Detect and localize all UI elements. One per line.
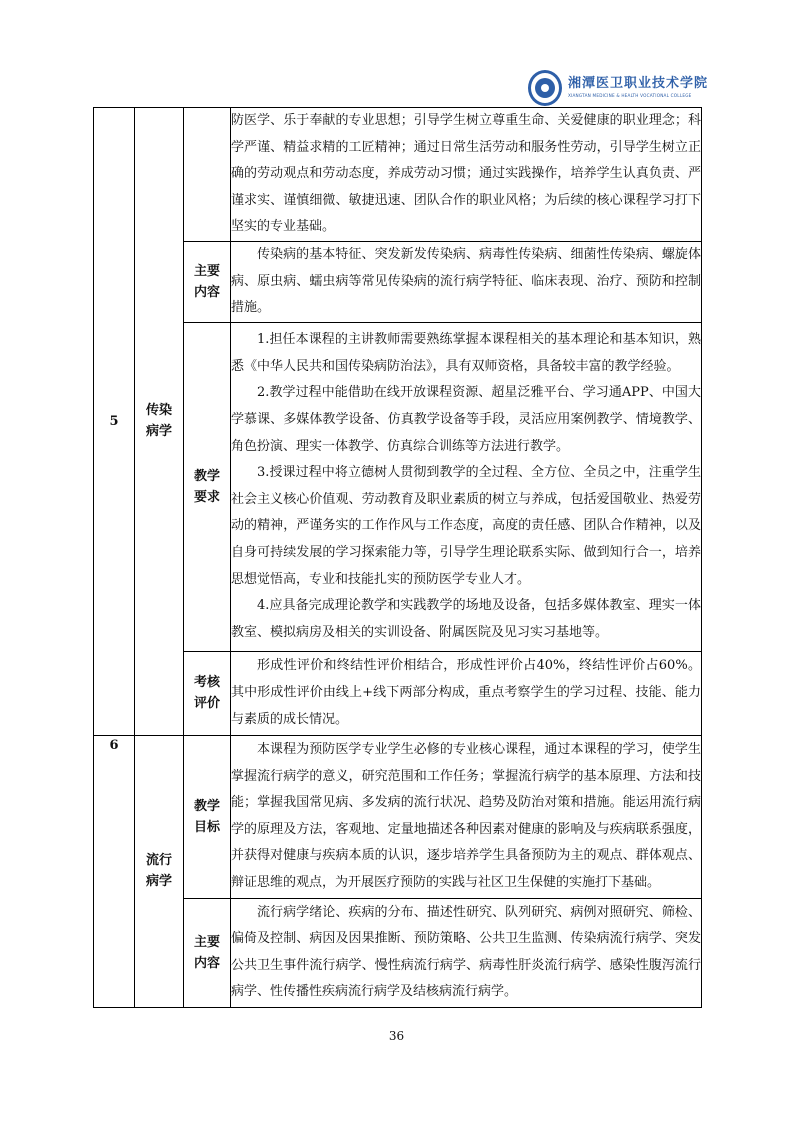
course-main-content — [231, 242, 702, 323]
course-goal — [231, 735, 702, 898]
requirement-item: 3.授课过程中将立德树人贯彻到教学的全过程、全方位、全员之中，注重学生社会主义核心价值观、劳动教育及职业素质的树立与养成，包括爱国敬业、热爱劳动的精神，严谨务实的工作作风与工作态度，高度的责任感、团队合作精神，以及自身可持续发展的学习探索能力等，引导学生理论联系实际、做到知行合一，培养思想觉悟高，专业和技能扎实的预防医学专业人才。 — [231, 465, 701, 587]
course-goal-continued — [231, 108, 702, 242]
college-name-en: XIANGTAN MEDICINE & HEALTH VOCATIONAL COLLEGE — [567, 93, 692, 99]
main-content-text: 传染病的基本特征、突发新发传染病、病毒性传染病、细菌性传染病、螺旋体病、原虫病、蠕虫病等常见传染病的流行病学特征、临床表现、治疗、预防和控制措施。 — [231, 247, 701, 316]
row-label: 考核 评价 — [184, 651, 231, 735]
table-row — [94, 322, 702, 651]
row-label: 教学 目标 — [184, 735, 231, 898]
table-row — [94, 651, 702, 735]
college-logo-icon — [528, 70, 562, 106]
requirement-item: 2.教学过程中能借助在线开放课程资源、超星泛雅平台、学习通APP、中国大学慕课、多媒体教学设备、仿真教学设备等手段，灵活应用案例教学、情境教学、角色扮演、理实一体教学、仿真综合训练等方法进行教学。 — [231, 385, 701, 454]
course-number: 5 — [94, 108, 135, 736]
row-label: 教学 要求 — [184, 322, 231, 651]
main-content-text: 流行病学绪论、疾病的分布、描述性研究、队列研究、病例对照研究、筛检、偏倚及控制、病因及因果推断、预防策略、公共卫生监测、传染病流行病学、突发公共卫生事件流行病学、慢性病流行病学、病毒性肝炎流行病学、感染性腹泻流行病学、性传播性疾病流行病学及结核病流行病学。 — [231, 904, 701, 1000]
row-label-empty — [184, 108, 231, 242]
college-header — [528, 68, 708, 108]
curriculum-table — [93, 107, 702, 1008]
assessment-text: 形成性评价和终结性评价相结合，形成性评价占40%，终结性评价占60%。其中形成性评价由线上+线下两部分构成，重点考察学生的学习过程、技能、能力与素质的成长情况。 — [231, 658, 701, 727]
requirement-item: 1.担任本课程的主讲教师需要熟练掌握本课程相关的基本理论和基本知识，熟悉《中华人民共和国传染病防治法》，具有双师资格，具备较丰富的教学经验。 — [231, 332, 701, 374]
course-name: 传染 病学 — [135, 108, 184, 736]
college-name-cn: 湘潭医卫职业技术学院 — [567, 76, 708, 92]
row-label: 主要 内容 — [184, 242, 231, 323]
row-label: 主要 内容 — [184, 898, 231, 1007]
requirement-item: 4.应具备完成理论教学和实践教学的场地及设备，包括多媒体教室、理实一体教室、模拟病房及相关的实训设备、附属医院及见习实习基地等。 — [231, 598, 701, 640]
table-row — [94, 242, 702, 323]
page-number: 36 — [388, 1029, 405, 1043]
goal-continued-text: 防医学、乐于奉献的专业思想；引导学生树立尊重生命、关爱健康的职业理念；科学严谨、精益求精的工匠精神；通过日常生活劳动和服务性劳动，引导学生树立正确的劳动观点和劳动态度，养成劳动习惯；通过实践操作，培养学生认真负责、严谨求实、谨慎细微、敏捷迅速、团队合作的职业风格；为后续的核心课程学习打下坚实的专业基础。 — [231, 113, 701, 235]
goal-text: 本课程为预防医学专业学生必修的专业核心课程，通过本课程的学习，使学生掌握流行病学的意义，研究范围和工作任务；掌握流行病学的基本原理、方法和技能；掌握我国常见病、多发病的流行状况、趋势及防治对策和措施。能运用流行病学的原理及方法，客观地、定量地描述各种因素对健康的影响及与疾病联系强度，并获得对健康与疾病本质的认识，逐步培养学生具备预防为主的观点、群体观点、辩证思维的观点，为开展医疗预防的实践与社区卫生保健的实施打下基础。 — [231, 742, 701, 890]
table-row — [94, 735, 702, 898]
course-name: 流行 病学 — [135, 735, 184, 1007]
course-number: 6 — [94, 735, 135, 1007]
table-row — [94, 108, 702, 242]
table-row — [94, 898, 702, 1007]
course-assessment — [231, 651, 702, 735]
course-main-content — [231, 898, 702, 1007]
course-requirements — [231, 322, 702, 651]
